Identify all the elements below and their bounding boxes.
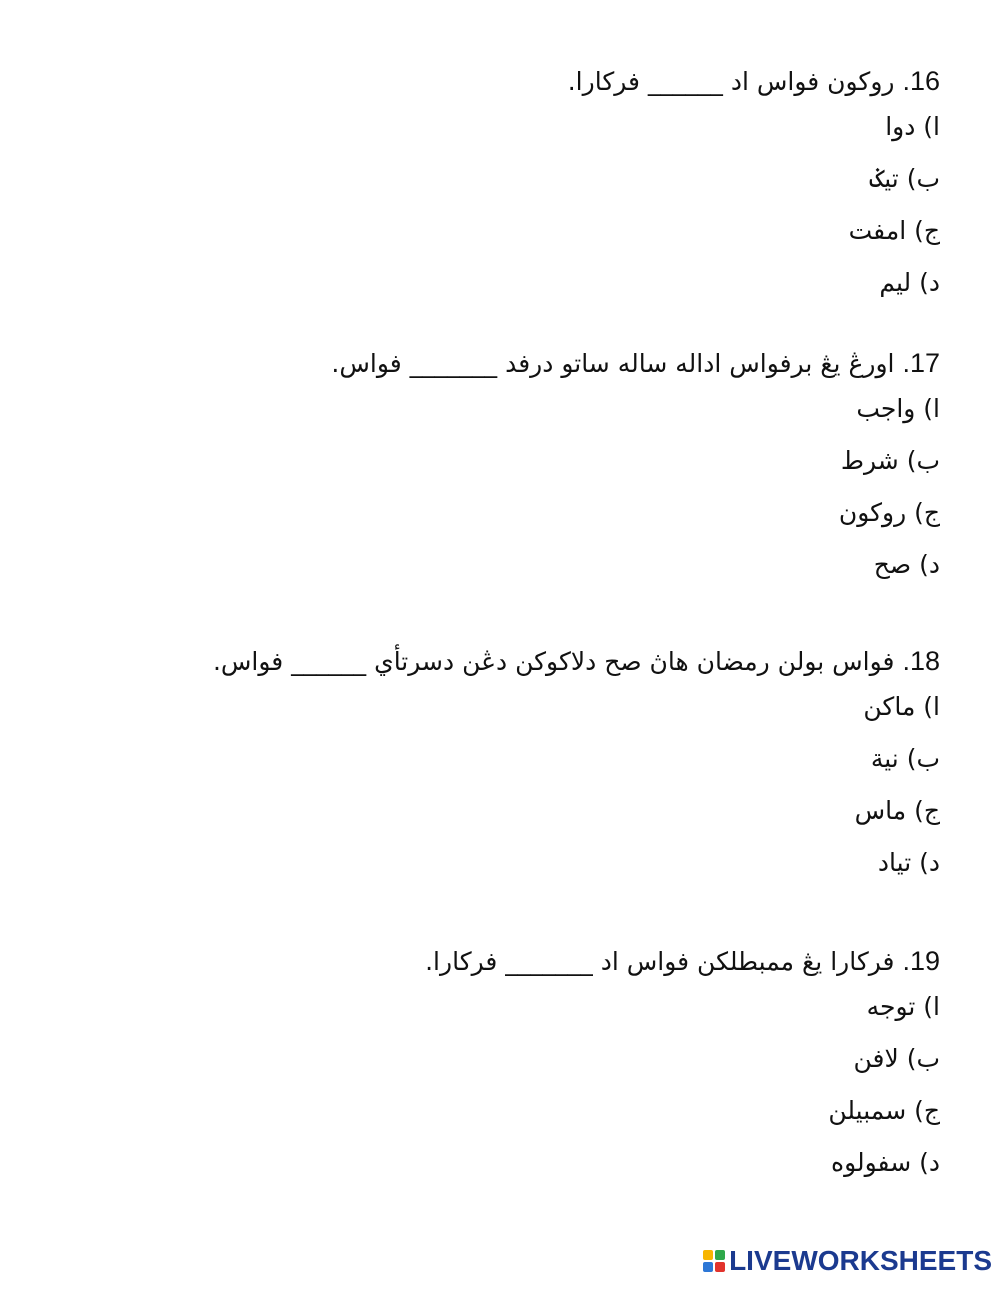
question-17 — [40, 344, 940, 590]
question-18 — [40, 642, 940, 888]
option-a[interactable]: ا) توجه — [866, 992, 940, 1021]
logo-square — [703, 1262, 713, 1272]
option-b[interactable]: ب) لافن — [853, 1044, 940, 1073]
question-16 — [40, 62, 940, 308]
logo-square — [715, 1262, 725, 1272]
option-c[interactable]: ج) امفت — [848, 216, 940, 245]
question-number: 17. — [902, 348, 940, 378]
question-16-stem — [40, 62, 940, 100]
question-18-stem — [40, 642, 940, 680]
question-19 — [40, 942, 940, 1188]
option-a[interactable]: ا) دوا — [885, 112, 940, 141]
logo-mark-icon — [703, 1250, 725, 1272]
option-d[interactable]: د) ليم — [879, 268, 940, 297]
question-19-stem — [40, 942, 940, 980]
question-text: اورڠ يڠ برفواس اداله ساله ساتو درفد _______ فواس. — [331, 349, 895, 378]
option-a[interactable]: ا) واجب — [856, 394, 940, 423]
question-17-stem — [40, 344, 940, 382]
option-d[interactable]: د) تياد — [877, 848, 940, 877]
question-text: فركارا يڠ ممبطلكن فواس اد _______ فركارا. — [425, 947, 895, 976]
question-number: 16. — [902, 66, 940, 96]
logo-square — [703, 1250, 713, 1260]
option-b[interactable]: ب) شرط — [840, 446, 940, 475]
option-a[interactable]: ا) ماكن — [863, 692, 940, 721]
option-c[interactable]: ج) روكون — [838, 498, 940, 527]
question-number: 19. — [902, 946, 940, 976]
option-d[interactable]: د) صح — [873, 550, 940, 579]
logo-square — [715, 1250, 725, 1260]
liveworksheets-logo — [703, 1245, 992, 1277]
option-d[interactable]: د) سفولوه — [831, 1148, 940, 1177]
question-text: روكون فواس اد ______ فركارا. — [567, 67, 895, 96]
option-c[interactable]: ج) سمبيلن — [828, 1096, 940, 1125]
option-c[interactable]: ج) ماس — [854, 796, 940, 825]
question-number: 18. — [902, 646, 940, 676]
question-text: فواس بولن رمضان هاڽ صح دلاكوكن دڠن دسرتأي ______ فواس. — [212, 647, 895, 676]
option-b[interactable]: ب) نية — [870, 744, 940, 773]
logo-text: LIVEWORKSHEETS — [729, 1245, 992, 1276]
option-b[interactable]: ب) تيݢ — [869, 164, 940, 193]
